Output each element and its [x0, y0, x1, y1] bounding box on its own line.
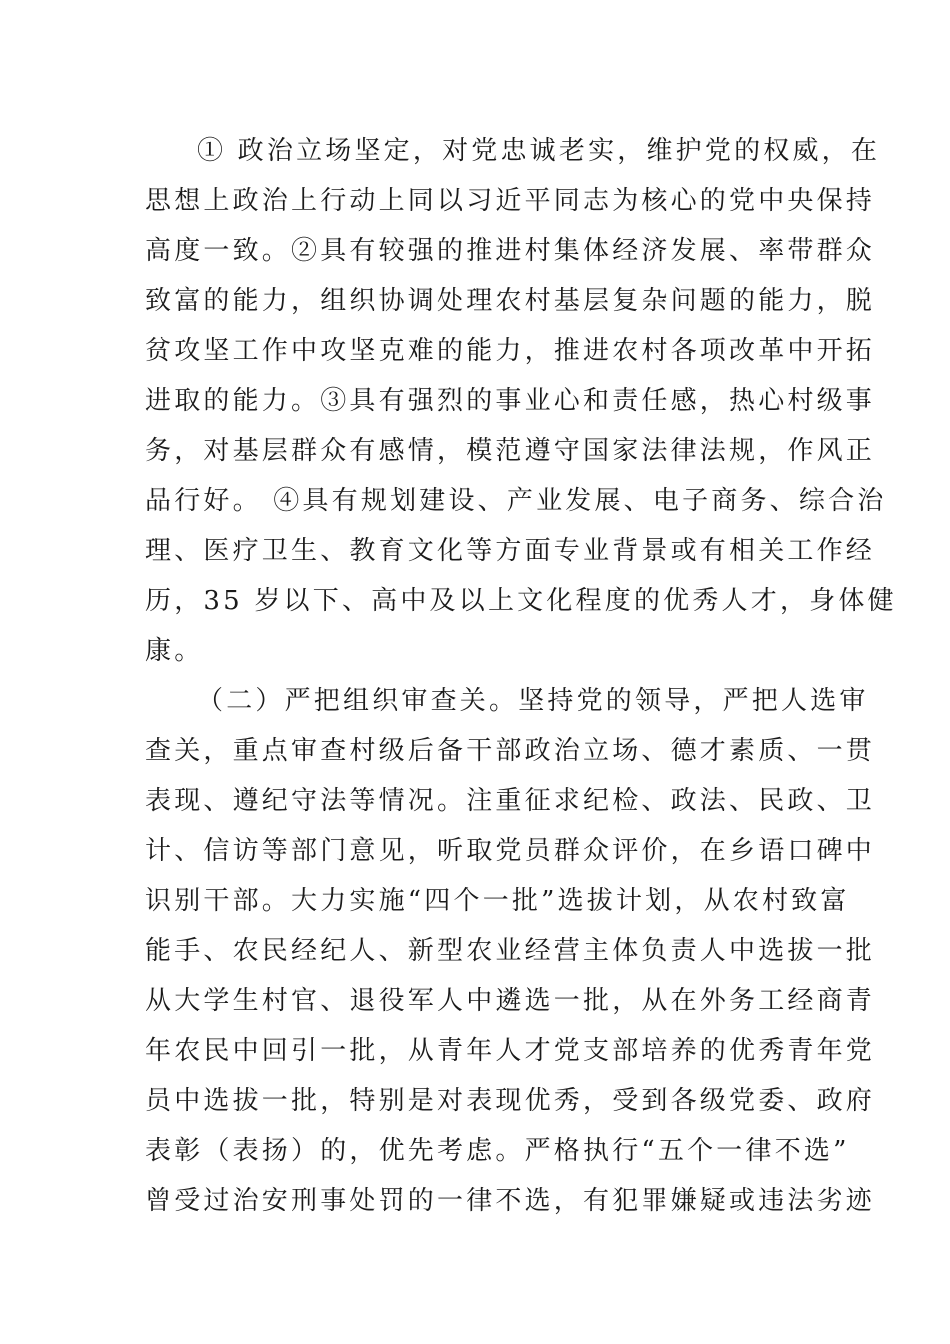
paragraph-2-line-7: 从大学生村官、退役军人中遴选一批，从在外务工经商青	[145, 986, 876, 1016]
paragraph-1-line-8: 品行好。 ④具有规划建设、产业发展、电子商务、综合治	[145, 486, 887, 516]
paragraph-1-line-11: 康。	[145, 636, 204, 666]
paragraph-1-line-9: 理、医疗卫生、教育文化等方面专业背景或有相关工作经	[145, 536, 876, 566]
paragraph-1-line-7: 务，对基层群众有感情，模范遵守国家法律法规，作风正	[145, 436, 876, 466]
paragraph-2-line-9: 员中选拔一批，特别是对表现优秀，受到各级党委、政府	[145, 1086, 876, 1116]
paragraph-2-line-6: 能手、农民经纪人、新型农业经营主体负责人中选拔一批	[145, 936, 876, 966]
paragraph-1-line-3: 高度一致。②具有较强的推进村集体经济发展、率带群众	[145, 236, 876, 266]
paragraph-1-line-10: 历，35 岁以下、高中及以上文化程度的优秀人才，身体健	[145, 586, 897, 616]
paragraph-2-line-5: 识别干部。大力实施“四个一批”选拔计划，从农村致富	[145, 886, 850, 916]
paragraph-1-line-5: 贫攻坚工作中攻坚克难的能力，推进农村各项改革中开拓	[145, 336, 876, 366]
paragraph-2-line-2: 查关，重点审查村级后备干部政治立场、德才素质、一贯	[145, 736, 876, 766]
paragraph-2-line-10: 表彰（表扬）的，优先考虑。严格执行“五个一律不选”	[145, 1136, 850, 1166]
paragraph-1-line-6: 进取的能力。③具有强烈的事业心和责任感，热心村级事	[145, 386, 876, 416]
paragraph-1-line-2: 思想上政治上行动上同以习近平同志为核心的党中央保持	[145, 186, 876, 216]
paragraph-1-line-1: ① 政治立场坚定，对党忠诚老实，维护党的权威，在	[197, 136, 881, 166]
paragraph-2-line-1: （二）严把组织审查关。坚持党的领导，严把人选审	[197, 686, 869, 716]
paragraph-2-line-3: 表现、遵纪守法等情况。注重征求纪检、政法、民政、卫	[145, 786, 876, 816]
paragraph-2-line-4: 计、信访等部门意见，听取党员群众评价，在乡语口碑中	[145, 836, 876, 866]
paragraph-2-line-11: 曾受过治安刑事处罚的一律不选，有犯罪嫌疑或违法劣迹	[145, 1186, 876, 1216]
paragraph-2-line-8: 年农民中回引一批，从青年人才党支部培养的优秀青年党	[145, 1036, 876, 1066]
paragraph-1-line-4: 致富的能力，组织协调处理农村基层复杂问题的能力，脱	[145, 286, 876, 316]
